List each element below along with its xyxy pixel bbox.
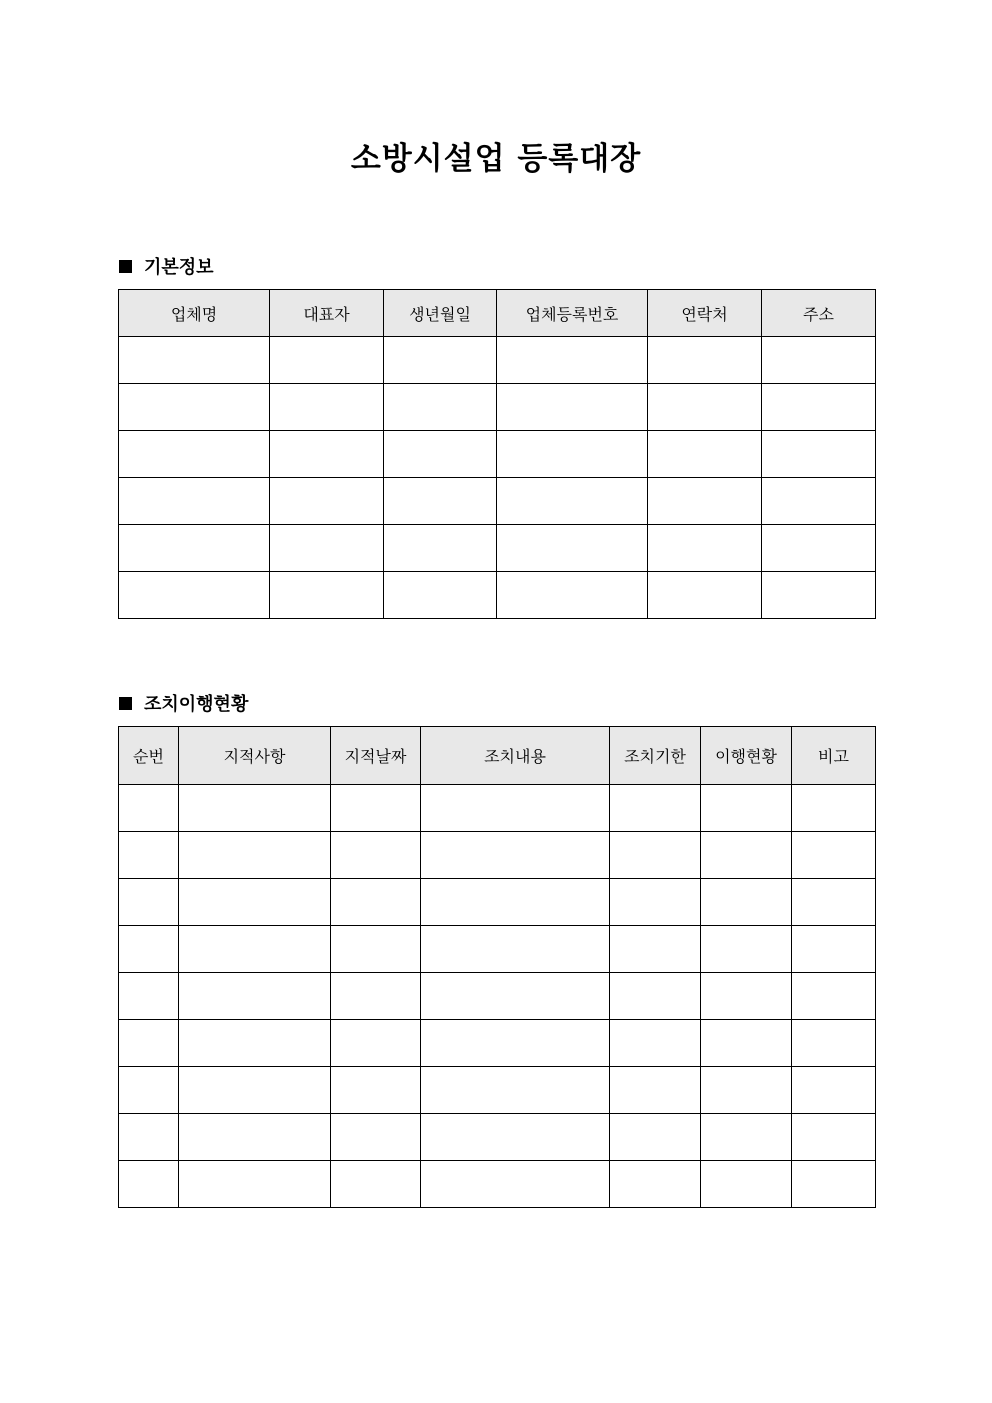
table-cell[interactable] <box>792 785 876 832</box>
table-cell[interactable] <box>701 1114 792 1161</box>
table-cell[interactable] <box>701 926 792 973</box>
table-cell[interactable] <box>610 1067 701 1114</box>
table-cell[interactable] <box>610 785 701 832</box>
section-heading-label: 기본정보 <box>144 257 214 278</box>
table-cell[interactable] <box>119 879 179 926</box>
table-cell[interactable] <box>119 337 270 384</box>
table-header-row <box>119 727 876 785</box>
column-header-sequence: 순번 <box>119 727 179 785</box>
column-header-birth-date: 생년월일 <box>384 290 497 337</box>
table-cell[interactable] <box>610 973 701 1020</box>
table-cell[interactable] <box>792 879 876 926</box>
table-row <box>119 1020 876 1067</box>
table-cell[interactable] <box>701 973 792 1020</box>
column-header-registration-number: 업체등록번호 <box>497 290 648 337</box>
table-cell[interactable] <box>331 1161 421 1208</box>
page-title: 소방시설업 등록대장 <box>350 141 642 177</box>
column-header-remarks: 비고 <box>792 727 876 785</box>
table-cell[interactable] <box>179 1020 331 1067</box>
table-cell[interactable] <box>119 1067 179 1114</box>
table-cell[interactable] <box>792 1161 876 1208</box>
table-cell[interactable] <box>384 478 497 525</box>
table-cell[interactable] <box>701 832 792 879</box>
table-cell[interactable] <box>497 572 648 619</box>
table-cell[interactable] <box>179 1161 331 1208</box>
table-cell[interactable] <box>270 525 384 572</box>
table-cell[interactable] <box>792 926 876 973</box>
table-row <box>119 572 876 619</box>
table-cell[interactable] <box>331 973 421 1020</box>
table-cell[interactable] <box>270 478 384 525</box>
square-bullet-icon <box>119 260 132 273</box>
table-row <box>119 879 876 926</box>
table-cell[interactable] <box>119 384 270 431</box>
table-cell[interactable] <box>119 431 270 478</box>
section-heading-action-status <box>119 690 248 716</box>
column-header-findings: 지적사항 <box>179 727 331 785</box>
table-cell[interactable] <box>119 478 270 525</box>
table-cell[interactable] <box>610 1114 701 1161</box>
table-cell[interactable] <box>497 431 648 478</box>
table-cell[interactable] <box>762 337 876 384</box>
table-cell[interactable] <box>179 879 331 926</box>
table-cell[interactable] <box>384 384 497 431</box>
table-cell[interactable] <box>497 525 648 572</box>
table-cell[interactable] <box>270 572 384 619</box>
table-cell[interactable] <box>792 973 876 1020</box>
table-cell[interactable] <box>331 1020 421 1067</box>
table-row <box>119 973 876 1020</box>
square-bullet-icon <box>119 697 132 710</box>
table-cell[interactable] <box>421 926 610 973</box>
table-cell[interactable] <box>792 832 876 879</box>
column-header-company-name: 업체명 <box>119 290 270 337</box>
table-row <box>119 478 876 525</box>
table-cell[interactable] <box>270 337 384 384</box>
section-heading-basic-info <box>119 253 214 279</box>
table-cell[interactable] <box>119 785 179 832</box>
table-cell[interactable] <box>119 973 179 1020</box>
table-cell[interactable] <box>497 478 648 525</box>
table-cell[interactable] <box>179 1067 331 1114</box>
table-cell[interactable] <box>119 572 270 619</box>
table-cell[interactable] <box>648 478 762 525</box>
column-header-implementation-status: 이행현황 <box>701 727 792 785</box>
table-cell[interactable] <box>331 1114 421 1161</box>
table-cell[interactable] <box>648 525 762 572</box>
table-cell[interactable] <box>648 384 762 431</box>
table-cell[interactable] <box>648 337 762 384</box>
table-cell[interactable] <box>497 384 648 431</box>
table-cell[interactable] <box>421 879 610 926</box>
table-cell[interactable] <box>421 973 610 1020</box>
table-cell[interactable] <box>648 572 762 619</box>
table-cell[interactable] <box>179 926 331 973</box>
table-cell[interactable] <box>331 926 421 973</box>
table-cell[interactable] <box>610 832 701 879</box>
table-row <box>119 785 876 832</box>
table-cell[interactable] <box>119 1114 179 1161</box>
table-cell[interactable] <box>701 1020 792 1067</box>
table-cell[interactable] <box>701 879 792 926</box>
table-row <box>119 337 876 384</box>
column-header-representative: 대표자 <box>270 290 384 337</box>
table-cell[interactable] <box>497 337 648 384</box>
table-cell[interactable] <box>421 1161 610 1208</box>
table-cell[interactable] <box>331 1067 421 1114</box>
basic-info-table <box>118 289 876 619</box>
table-cell[interactable] <box>762 525 876 572</box>
table-cell[interactable] <box>331 879 421 926</box>
table-cell[interactable] <box>762 431 876 478</box>
table-cell[interactable] <box>421 1020 610 1067</box>
table-header-row <box>119 290 876 337</box>
column-header-action-details: 조치내용 <box>421 727 610 785</box>
table-cell[interactable] <box>331 785 421 832</box>
table-cell[interactable] <box>610 1161 701 1208</box>
table-row <box>119 525 876 572</box>
table-cell[interactable] <box>762 572 876 619</box>
table-row <box>119 1161 876 1208</box>
table-row <box>119 926 876 973</box>
table-cell[interactable] <box>119 1020 179 1067</box>
table-cell[interactable] <box>384 572 497 619</box>
table-cell[interactable] <box>701 1161 792 1208</box>
table-cell[interactable] <box>421 785 610 832</box>
table-row <box>119 1067 876 1114</box>
table-cell[interactable] <box>331 832 421 879</box>
table-cell[interactable] <box>792 1067 876 1114</box>
table-cell[interactable] <box>384 525 497 572</box>
column-header-address: 주소 <box>762 290 876 337</box>
section-heading-label: 조치이행현황 <box>144 694 249 715</box>
table-cell[interactable] <box>384 337 497 384</box>
table-cell[interactable] <box>179 973 331 1020</box>
table-row <box>119 1114 876 1161</box>
table-cell[interactable] <box>119 926 179 973</box>
table-cell[interactable] <box>384 431 497 478</box>
table-cell[interactable] <box>610 926 701 973</box>
table-cell[interactable] <box>762 478 876 525</box>
table-cell[interactable] <box>648 431 762 478</box>
table-cell[interactable] <box>421 1067 610 1114</box>
table-cell[interactable] <box>701 785 792 832</box>
table-cell[interactable] <box>179 785 331 832</box>
action-status-table <box>118 726 876 1208</box>
table-row <box>119 431 876 478</box>
column-header-finding-date: 지적날짜 <box>331 727 421 785</box>
table-cell[interactable] <box>421 832 610 879</box>
table-row <box>119 384 876 431</box>
table-cell[interactable] <box>792 1020 876 1067</box>
table-cell[interactable] <box>792 1114 876 1161</box>
table-cell[interactable] <box>119 1161 179 1208</box>
table-cell[interactable] <box>119 832 179 879</box>
table-cell[interactable] <box>701 1067 792 1114</box>
table-cell[interactable] <box>270 384 384 431</box>
table-cell[interactable] <box>270 431 384 478</box>
table-cell[interactable] <box>762 384 876 431</box>
table-cell[interactable] <box>119 525 270 572</box>
table-cell[interactable] <box>179 1114 331 1161</box>
table-row <box>119 832 876 879</box>
table-cell[interactable] <box>610 1020 701 1067</box>
table-cell[interactable] <box>179 832 331 879</box>
table-cell[interactable] <box>610 879 701 926</box>
column-header-action-deadline: 조치기한 <box>610 727 701 785</box>
column-header-contact: 연락처 <box>648 290 762 337</box>
table-cell[interactable] <box>421 1114 610 1161</box>
